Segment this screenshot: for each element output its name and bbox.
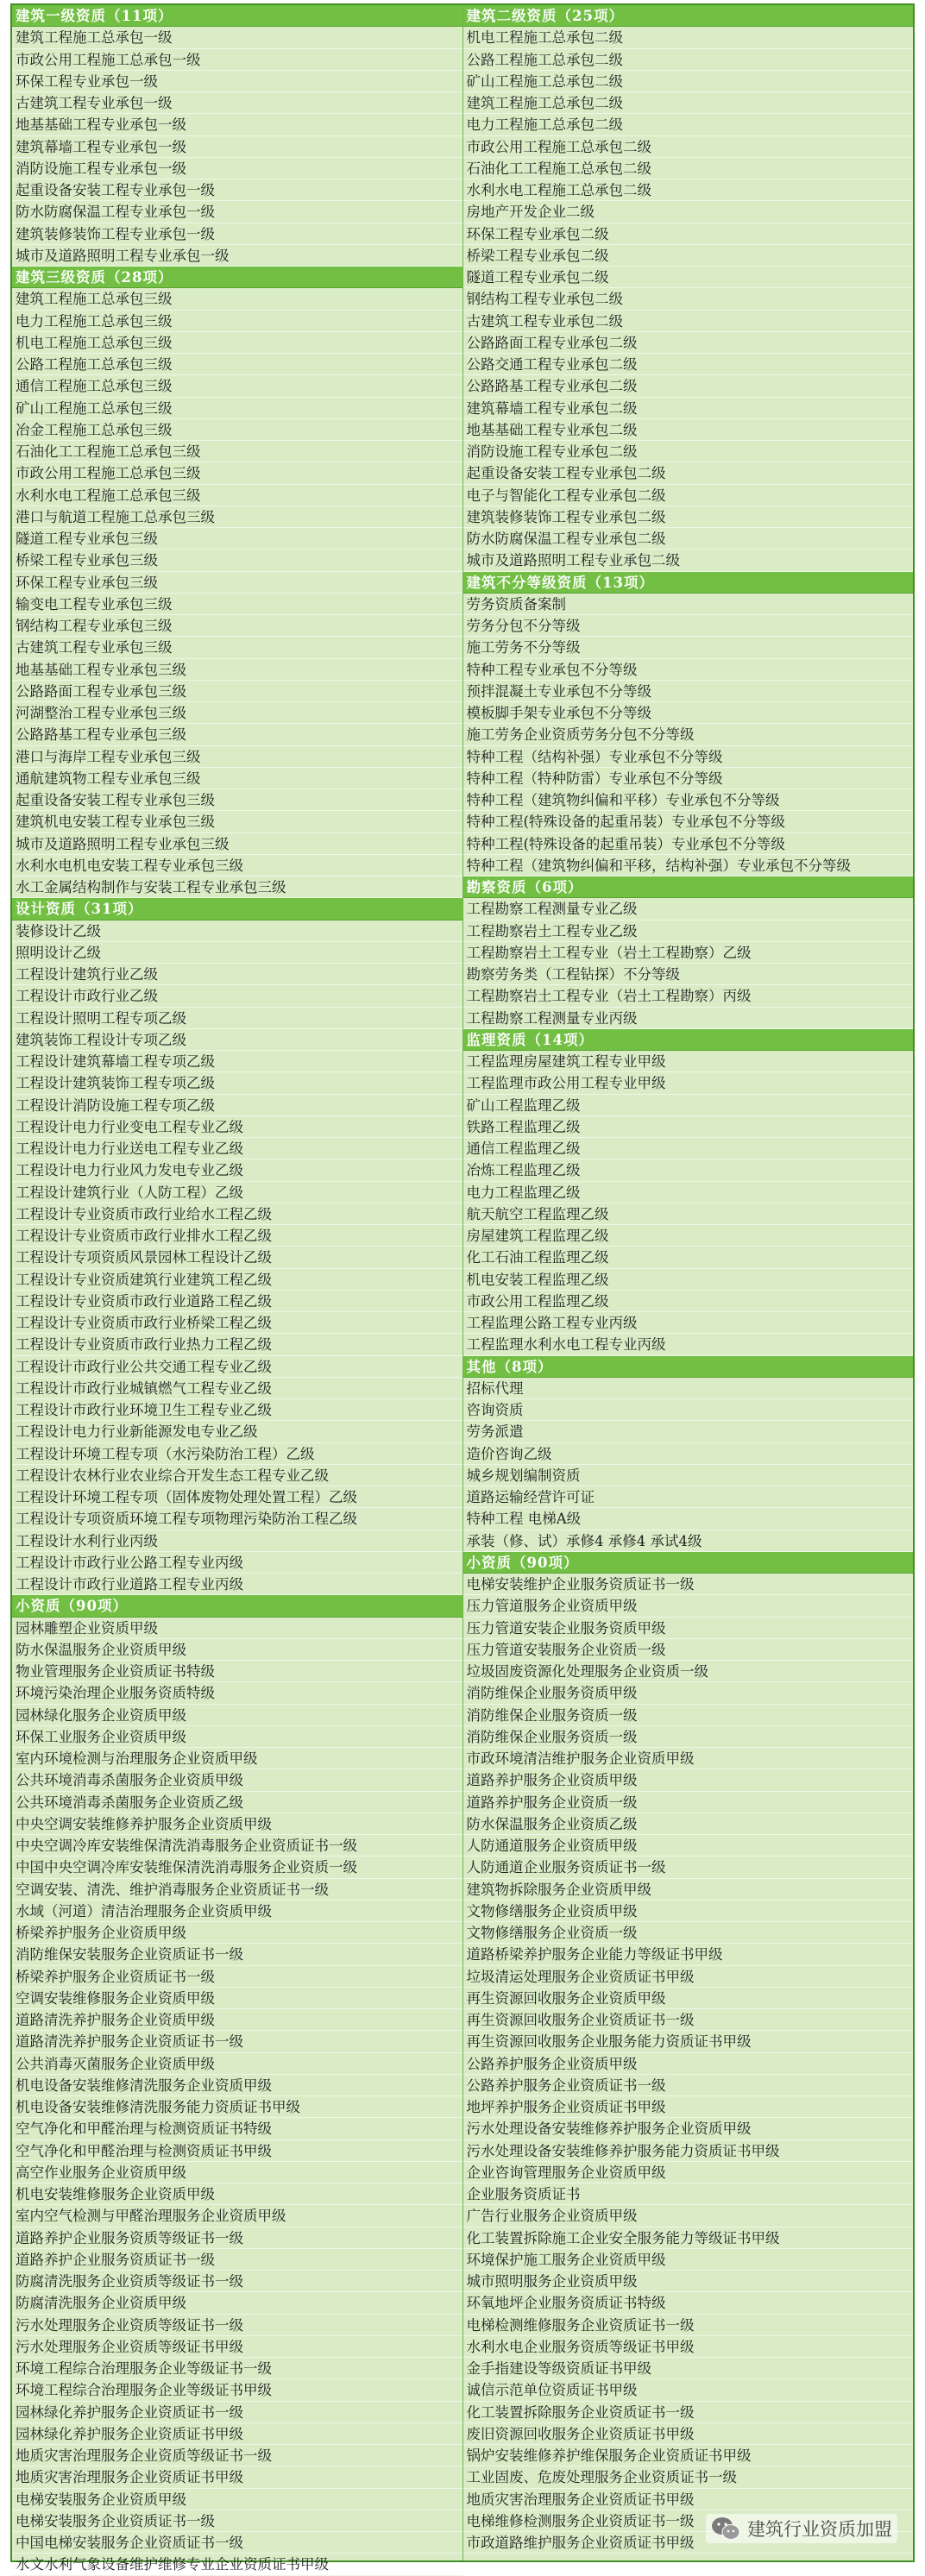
qualification-item: 道路养护服务企业资质一级 <box>463 1792 914 1813</box>
qualification-item: 输变电工程专业承包三级 <box>12 594 462 615</box>
qualification-item: 地质灾害治理服务企业资质证书甲级 <box>463 2489 914 2510</box>
qualification-item: 道路清洗养护服务企业资质证书一级 <box>12 2031 462 2052</box>
qualification-item: 工程设计市政行业城镇燃气工程专业乙级 <box>12 1378 462 1399</box>
qualification-item: 道路桥梁养护服务企业能力等级证书甲级 <box>463 1944 914 1965</box>
qualification-item: 冶金工程施工总承包三级 <box>12 419 462 441</box>
qualification-item: 地基基础工程专业承包一级 <box>12 114 462 135</box>
qualification-item: 矿山工程施工总承包三级 <box>12 398 462 419</box>
qualification-item: 装修设计乙级 <box>12 920 462 942</box>
qualification-item: 建筑物拆除服务企业资质甲级 <box>463 1879 914 1901</box>
left-column <box>12 5 463 2573</box>
qualification-item: 地质灾害治理服务企业资质证书甲级 <box>12 2466 462 2488</box>
qualification-item: 污水处理服务企业资质等级证书一级 <box>12 2315 462 2336</box>
qualification-item: 工程设计电力行业变电工程专业乙级 <box>12 1116 462 1138</box>
qualification-item: 工程设计专业资质市政行业桥梁工程乙级 <box>12 1312 462 1334</box>
qualification-item: 文物修缮服务企业资质一级 <box>463 1922 914 1944</box>
qualification-item: 工程勘察岩土工程专业（岩土工程勘察）乙级 <box>463 942 914 964</box>
qualification-item: 石油化工工程施工总承包三级 <box>12 441 462 462</box>
qualification-item: 中国中央空调冷库安装维保清洗消毒服务企业资质一级 <box>12 1857 462 1878</box>
qualification-item: 建筑幕墙工程专业承包一级 <box>12 136 462 158</box>
qualification-item: 道路清洗养护服务企业资质甲级 <box>12 2009 462 2031</box>
qualification-item: 市政道路维护服务企业资质证书甲级 <box>463 2532 914 2554</box>
qualification-item: 模板脚手架专业承包不分等级 <box>463 702 914 724</box>
qualification-item: 室内环境检测与治理服务企业资质甲级 <box>12 1748 462 1769</box>
qualification-item: 公路路面工程专业承包二级 <box>463 332 914 354</box>
qualification-item: 公共环境消毒杀菌服务企业资质乙级 <box>12 1792 462 1813</box>
qualification-item: 工程勘察工程测量专业丙级 <box>463 1008 914 1029</box>
qualification-item: 道路养护服务企业资质甲级 <box>463 1769 914 1791</box>
qualification-item: 消防维保企业服务资质一级 <box>463 1726 914 1748</box>
qualification-item: 工程勘察岩土工程专业（岩土工程勘察）丙级 <box>463 985 914 1007</box>
qualification-item: 公共环境消毒杀菌服务企业资质甲级 <box>12 1769 462 1791</box>
qualification-item: 机电设备安装维修清洗服务企业资质甲级 <box>12 2075 462 2096</box>
section-header: 勘察资质（6项） <box>463 876 914 898</box>
qualification-item: 古建筑工程专业承包三级 <box>12 637 462 658</box>
qualification-item: 消防维保安装服务企业资质证书一级 <box>12 1944 462 1965</box>
qualification-item: 冶炼工程监理乙级 <box>463 1159 914 1181</box>
qualification-item: 隧道工程专业承包三级 <box>12 528 462 550</box>
qualification-item: 公路路基工程专业承包二级 <box>463 375 914 397</box>
qualification-item: 电梯安装维护企业服务资质证书一级 <box>463 1574 914 1595</box>
qualification-item: 工程设计专业资质市政行业道路工程乙级 <box>12 1291 462 1312</box>
qualification-item: 压力管道服务企业资质甲级 <box>463 1595 914 1617</box>
qualification-item: 工程设计市政行业环境卫生工程专业乙级 <box>12 1399 462 1421</box>
qualification-item: 垃圾清运处理服务企业资质证书甲级 <box>463 1966 914 1988</box>
qualification-item: 预拌混凝土专业承包不分等级 <box>463 681 914 702</box>
qualification-item: 通信工程监理乙级 <box>463 1138 914 1159</box>
qualification-item: 公共消毒灭菌服务企业资质甲级 <box>12 2053 462 2075</box>
qualification-item: 空调安装维修服务企业资质甲级 <box>12 1988 462 2009</box>
qualification-item: 航天航空工程监理乙级 <box>463 1203 914 1225</box>
qualification-item: 废旧资源回收服务企业资质证书甲级 <box>463 2423 914 2445</box>
qualification-item: 特种工程（建筑物纠偏和平移）专业承包不分等级 <box>463 789 914 811</box>
qualification-item: 工程监理水利水电工程专业丙级 <box>463 1334 914 1355</box>
qualification-item: 工程设计专业资质建筑行业建筑工程乙级 <box>12 1269 462 1291</box>
section-header: 小资质（90项） <box>463 1552 914 1574</box>
qualification-item: 环保工程专业承包三级 <box>12 572 462 594</box>
qualification-item: 高空作业服务企业资质甲级 <box>12 2162 462 2183</box>
qualification-item: 中央空调安装维修养护服务企业资质甲级 <box>12 1813 462 1835</box>
qualification-item: 文物修缮服务企业资质甲级 <box>463 1901 914 1922</box>
qualification-item: 污水处理设备安装维修养护服务能力资质证书甲级 <box>463 2140 914 2162</box>
qualification-item: 造价咨询乙级 <box>463 1443 914 1465</box>
qualification-item: 工程设计市政行业公路工程专业丙级 <box>12 1552 462 1574</box>
qualification-item: 工业固废、危废处理服务企业资质证书一级 <box>463 2466 914 2488</box>
qualification-item: 垃圾固废资源化处理服务企业资质一级 <box>463 1661 914 1682</box>
qualification-item: 水域（河道）清洁治理服务企业资质甲级 <box>12 1901 462 1922</box>
qualification-item: 公路路基工程专业承包三级 <box>12 724 462 745</box>
qualification-item: 工程设计照明工程专项乙级 <box>12 1008 462 1029</box>
qualification-item: 公路养护服务企业资质证书一级 <box>463 2075 914 2096</box>
section-header: 监理资质（14项） <box>463 1029 914 1051</box>
qualification-item: 特种工程 电梯A级 <box>463 1508 914 1530</box>
qualification-item: 咨询资质 <box>463 1399 914 1421</box>
qualification-item: 工程设计专项资质环境工程专项物理污染防治工程乙级 <box>12 1508 462 1530</box>
qualification-item: 市政环境清洁维护服务企业资质甲级 <box>463 1748 914 1769</box>
qualification-item: 市政公用工程施工总承包一级 <box>12 49 462 71</box>
qualification-item: 工程设计建筑装饰工程专项乙级 <box>12 1072 462 1094</box>
qualification-item: 建筑工程施工总承包二级 <box>463 92 914 114</box>
qualification-item: 地坪养护服务企业资质证书甲级 <box>463 2096 914 2118</box>
watermark <box>706 2514 897 2543</box>
watermark-text: 建筑行业资质加盟 <box>747 2519 892 2540</box>
qualification-item: 建筑装修装饰工程专业承包一级 <box>12 223 462 245</box>
qualification-item: 工程设计消防设施工程专项乙级 <box>12 1095 462 1116</box>
qualification-item: 桥梁养护服务企业资质甲级 <box>12 1922 462 1944</box>
qualification-item: 工程设计市政行业道路工程专业丙级 <box>12 1574 462 1595</box>
qualification-item: 水利水电工程施工总承包三级 <box>12 485 462 506</box>
qualification-item: 通航建筑物工程专业承包三级 <box>12 768 462 789</box>
qualification-item: 空调安装、清洗、维护消毒服务企业资质证书一级 <box>12 1879 462 1901</box>
qualification-item: 建筑工程施工总承包三级 <box>12 288 462 310</box>
right-column <box>463 5 914 2560</box>
qualification-table <box>10 3 915 2573</box>
qualification-item: 铁路工程监理乙级 <box>463 1116 914 1138</box>
qualification-item: 环氧地坪企业服务资质证书特级 <box>463 2292 914 2314</box>
qualification-item: 企业服务资质证书 <box>463 2183 914 2205</box>
qualification-item: 企业咨询管理服务企业资质甲级 <box>463 2162 914 2183</box>
qualification-item: 水文水利气象设备维护维修专业企业资质证书甲级 <box>12 2554 462 2575</box>
qualification-item: 工程设计专项资质风景园林工程设计乙级 <box>12 1247 462 1268</box>
qualification-item: 古建筑工程专业承包一级 <box>12 92 462 114</box>
qualification-item: 港口与航道工程施工总承包三级 <box>12 506 462 528</box>
qualification-item: 河湖整治工程专业承包三级 <box>12 702 462 724</box>
qualification-item: 环境污染治理企业服务资质特级 <box>12 1682 462 1704</box>
qualification-item: 工程设计电力行业送电工程专业乙级 <box>12 1138 462 1159</box>
qualification-item: 广告行业服务企业资质甲级 <box>463 2205 914 2227</box>
qualification-item: 道路养护企业服务资质证书一级 <box>12 2249 462 2271</box>
qualification-item: 建筑工程施工总承包一级 <box>12 27 462 48</box>
qualification-item: 特种工程专业承包不分等级 <box>463 659 914 681</box>
qualification-item: 地质灾害治理服务企业资质等级证书一级 <box>12 2445 462 2466</box>
qualification-item: 污水处理设备安装维修养护服务企业资质甲级 <box>463 2118 914 2139</box>
qualification-item: 化工石油工程监理乙级 <box>463 1247 914 1268</box>
qualification-item: 房地产开发企业二级 <box>463 201 914 223</box>
qualification-item: 劳务分包不分等级 <box>463 615 914 637</box>
qualification-item: 施工劳务企业资质劳务分包不分等级 <box>463 724 914 745</box>
qualification-item: 矿山工程监理乙级 <box>463 1095 914 1116</box>
qualification-item: 电力工程监理乙级 <box>463 1182 914 1203</box>
qualification-item: 环保工业服务企业资质甲级 <box>12 1726 462 1748</box>
qualification-item: 特种工程(特殊设备的起重吊装）专业承包不分等级 <box>463 811 914 832</box>
qualification-item: 港口与海岸工程专业承包三级 <box>12 746 462 768</box>
qualification-item: 城市及道路照明工程专业承包一级 <box>12 245 462 267</box>
qualification-item: 锅炉安装维修养护维保服务企业资质证书甲级 <box>463 2445 914 2466</box>
qualification-item: 电子与智能化工程专业承包二级 <box>463 485 914 506</box>
qualification-item: 起重设备安装工程专业承包二级 <box>463 462 914 484</box>
qualification-item: 环境保护施工服务企业资质甲级 <box>463 2249 914 2271</box>
qualification-item: 工程监理公路工程专业丙级 <box>463 1312 914 1334</box>
qualification-item: 桥梁工程专业承包二级 <box>463 245 914 267</box>
qualification-item: 工程设计专业资质市政行业排水工程乙级 <box>12 1225 462 1247</box>
qualification-item: 施工劳务不分等级 <box>463 637 914 658</box>
qualification-item: 起重设备安装工程专业承包三级 <box>12 789 462 811</box>
qualification-item: 工程设计环境工程专项（固体废物处理处置工程）乙级 <box>12 1486 462 1508</box>
qualification-item: 防水保温服务企业资质甲级 <box>12 1639 462 1661</box>
qualification-item: 室内空气检测与甲醛治理服务企业资质甲级 <box>12 2205 462 2227</box>
qualification-item: 建筑机电安装工程专业承包三级 <box>12 811 462 832</box>
qualification-item: 电梯安装服务企业资质甲级 <box>12 2489 462 2510</box>
qualification-item: 建筑装修装饰工程专业承包二级 <box>463 506 914 528</box>
qualification-item: 污水处理服务企业资质等级证书甲级 <box>12 2336 462 2358</box>
qualification-item: 工程设计农林行业农业综合开发生态工程专业乙级 <box>12 1465 462 1486</box>
qualification-item: 防水防腐保温工程专业承包一级 <box>12 201 462 223</box>
qualification-item: 通信工程施工总承包三级 <box>12 375 462 397</box>
qualification-item: 工程勘察工程测量专业乙级 <box>463 898 914 920</box>
qualification-item: 消防维保企业服务资质一级 <box>463 1705 914 1726</box>
qualification-item: 石油化工工程施工总承包二级 <box>463 158 914 179</box>
qualification-item: 工程设计水利行业丙级 <box>12 1530 462 1552</box>
qualification-item: 劳务派遣 <box>463 1421 914 1442</box>
qualification-item: 道路养护企业服务资质等级证书一级 <box>12 2227 462 2249</box>
qualification-item: 防腐清洗服务企业资质等级证书一级 <box>12 2271 462 2292</box>
qualification-item: 公路工程施工总承包三级 <box>12 354 462 375</box>
section-header: 建筑二级资质（25项） <box>463 5 914 27</box>
qualification-item: 化工装置拆除施工企业安全服务能力等级证书甲级 <box>463 2227 914 2249</box>
qualification-item: 工程设计专业资质市政行业热力工程乙级 <box>12 1334 462 1355</box>
qualification-item: 工程设计市政行业乙级 <box>12 985 462 1007</box>
qualification-item: 中央空调冷库安装维保清洗消毒服务企业资质证书一级 <box>12 1835 462 1857</box>
section-header: 设计资质（31项） <box>12 898 462 920</box>
qualification-item: 特种工程（结构补强）专业承包不分等级 <box>463 746 914 768</box>
qualification-item: 道路运输经营许可证 <box>463 1486 914 1508</box>
qualification-item: 机电安装维修服务企业资质甲级 <box>12 2183 462 2205</box>
qualification-item: 矿山工程施工总承包二级 <box>463 71 914 92</box>
qualification-item: 电力工程施工总承包二级 <box>463 114 914 135</box>
qualification-item: 工程设计电力行业风力发电专业乙级 <box>12 1159 462 1181</box>
qualification-item: 工程设计建筑行业乙级 <box>12 964 462 985</box>
qualification-item: 金手指建设等级资质证书甲级 <box>463 2358 914 2379</box>
qualification-item: 防水防腐保温工程专业承包二级 <box>463 528 914 550</box>
qualification-item: 诚信示范单位资质证书甲级 <box>463 2379 914 2401</box>
qualification-item: 城市及道路照明工程专业承包二级 <box>463 550 914 571</box>
qualification-item: 城乡规划编制资质 <box>463 1465 914 1486</box>
qualification-item: 工程设计专业资质市政行业给水工程乙级 <box>12 1203 462 1225</box>
qualification-item: 消防维保企业服务资质甲级 <box>463 1682 914 1704</box>
qualification-item: 市政公用工程监理乙级 <box>463 1291 914 1312</box>
qualification-item: 园林绿化养护服务企业资质证书甲级 <box>12 2423 462 2445</box>
qualification-item: 水利水电工程施工总承包二级 <box>463 179 914 201</box>
qualification-item: 勘察劳务类（工程钻探）不分等级 <box>463 964 914 985</box>
qualification-item: 钢结构工程专业承包三级 <box>12 615 462 637</box>
qualification-item: 电力工程施工总承包三级 <box>12 311 462 332</box>
qualification-item: 公路工程施工总承包二级 <box>463 49 914 71</box>
qualification-item: 工程设计建筑幕墙工程专项乙级 <box>12 1051 462 1072</box>
qualification-item: 电梯安装服务企业资质证书一级 <box>12 2510 462 2532</box>
qualification-item: 特种工程（建筑物纠偏和平移，结构补强）专业承包不分等级 <box>463 855 914 876</box>
qualification-item: 公路交通工程专业承包二级 <box>463 354 914 375</box>
qualification-item: 再生资源回收服务企业资质甲级 <box>463 1988 914 2009</box>
qualification-item: 机电工程施工总承包三级 <box>12 332 462 354</box>
qualification-item: 环保工程专业承包二级 <box>463 223 914 245</box>
qualification-item: 地基基础工程专业承包二级 <box>463 419 914 441</box>
section-header: 小资质（90项） <box>12 1595 462 1617</box>
qualification-item: 工程设计环境工程专项（水污染防治工程）乙级 <box>12 1443 462 1465</box>
qualification-item: 环境工程综合治理服务企业等级证书一级 <box>12 2358 462 2379</box>
qualification-item: 园林雕塑企业资质甲级 <box>12 1618 462 1639</box>
qualification-item: 消防设施工程专业承包一级 <box>12 158 462 179</box>
qualification-item: 机电设备安装维修清洗服务能力资质证书甲级 <box>12 2096 462 2118</box>
qualification-item: 机电安装工程监理乙级 <box>463 1269 914 1291</box>
qualification-item: 压力管道安装企业服务资质甲级 <box>463 1618 914 1639</box>
qualification-item: 防水保温服务企业资质乙级 <box>463 1813 914 1835</box>
qualification-item: 隧道工程专业承包二级 <box>463 267 914 288</box>
qualification-item: 中国电梯安装服务企业资质证书一级 <box>12 2532 462 2554</box>
qualification-item: 建筑幕墙工程专业承包二级 <box>463 398 914 419</box>
qualification-item: 城市及道路照明工程专业承包三级 <box>12 833 462 855</box>
qualification-item: 特种工程（特种防雷）专业承包不分等级 <box>463 768 914 789</box>
section-header: 建筑不分等级资质（13项） <box>463 572 914 594</box>
qualification-item: 电梯检测维修服务企业资质证书一级 <box>463 2315 914 2336</box>
qualification-item: 起重设备安装工程专业承包一级 <box>12 179 462 201</box>
qualification-item: 工程监理市政公用工程专业甲级 <box>463 1072 914 1094</box>
qualification-item: 照明设计乙级 <box>12 942 462 964</box>
qualification-item: 房屋建筑工程监理乙级 <box>463 1225 914 1247</box>
qualification-item: 古建筑工程专业承包二级 <box>463 311 914 332</box>
qualification-item: 承装（修、试）承修4 承修4 承试4级 <box>463 1530 914 1552</box>
qualification-item: 水工金属结构制作与安装工程专业承包三级 <box>12 876 462 898</box>
qualification-item: 机电工程施工总承包二级 <box>463 27 914 48</box>
qualification-item: 化工装置拆除服务企业资质证书一级 <box>463 2402 914 2423</box>
section-header: 建筑三级资质（28项） <box>12 267 462 288</box>
section-header: 建筑一级资质（11项） <box>12 5 462 27</box>
qualification-item: 招标代理 <box>463 1378 914 1399</box>
qualification-item: 公路养护服务企业资质甲级 <box>463 2053 914 2075</box>
qualification-item: 桥梁养护服务企业资质证书一级 <box>12 1966 462 1988</box>
wechat-icon <box>711 2516 740 2541</box>
qualification-item: 城市照明服务企业资质甲级 <box>463 2271 914 2292</box>
qualification-item: 市政公用工程施工总承包二级 <box>463 136 914 158</box>
qualification-item: 园林绿化服务企业资质甲级 <box>12 1705 462 1726</box>
qualification-item: 空气净化和甲醛治理与检测资质证书甲级 <box>12 2140 462 2162</box>
qualification-item: 公路路面工程专业承包三级 <box>12 681 462 702</box>
qualification-item: 物业管理服务企业资质证书特级 <box>12 1661 462 1682</box>
qualification-item: 园林绿化养护服务企业资质证书一级 <box>12 2402 462 2423</box>
qualification-item: 人防通道服务企业资质甲级 <box>463 1835 914 1857</box>
qualification-item: 建筑装饰工程设计专项乙级 <box>12 1029 462 1051</box>
qualification-item: 环境工程综合治理服务企业等级证书甲级 <box>12 2379 462 2401</box>
qualification-item: 工程勘察岩土工程专业乙级 <box>463 920 914 942</box>
qualification-item: 水利水电机电安装工程专业承包三级 <box>12 855 462 876</box>
qualification-item: 市政公用工程施工总承包三级 <box>12 462 462 484</box>
qualification-item: 水利水电企业服务资质等级证书甲级 <box>463 2336 914 2358</box>
qualification-item: 钢结构工程专业承包二级 <box>463 288 914 310</box>
qualification-item: 空气净化和甲醛治理与检测资质证书特级 <box>12 2118 462 2139</box>
qualification-item: 环保工程专业承包一级 <box>12 71 462 92</box>
qualification-item: 工程设计建筑行业（人防工程）乙级 <box>12 1182 462 1203</box>
qualification-item: 防腐清洗服务企业资质甲级 <box>12 2292 462 2314</box>
qualification-item: 消防设施工程专业承包二级 <box>463 441 914 462</box>
qualification-item: 压力管道安装服务企业资质一级 <box>463 1639 914 1661</box>
qualification-item: 工程设计市政行业公共交通工程专业乙级 <box>12 1356 462 1378</box>
qualification-item: 地基基础工程专业承包三级 <box>12 659 462 681</box>
qualification-item: 工程监理房屋建筑工程专业甲级 <box>463 1051 914 1072</box>
qualification-item: 人防通道企业服务资质证书一级 <box>463 1857 914 1878</box>
qualification-item: 电梯维修检测服务企业资质证书一级 <box>463 2510 914 2532</box>
qualification-item: 再生资源回收服务企业资质证书一级 <box>463 2009 914 2031</box>
qualification-item: 再生资源回收服务企业服务能力资质证书甲级 <box>463 2031 914 2052</box>
qualification-item: 特种工程(特殊设备的起重吊装）专业承包不分等级 <box>463 833 914 855</box>
section-header: 其他（8项） <box>463 1356 914 1378</box>
qualification-item: 桥梁工程专业承包三级 <box>12 550 462 571</box>
qualification-item: 工程设计电力行业新能源发电专业乙级 <box>12 1421 462 1442</box>
qualification-item: 劳务资质备案制 <box>463 594 914 615</box>
